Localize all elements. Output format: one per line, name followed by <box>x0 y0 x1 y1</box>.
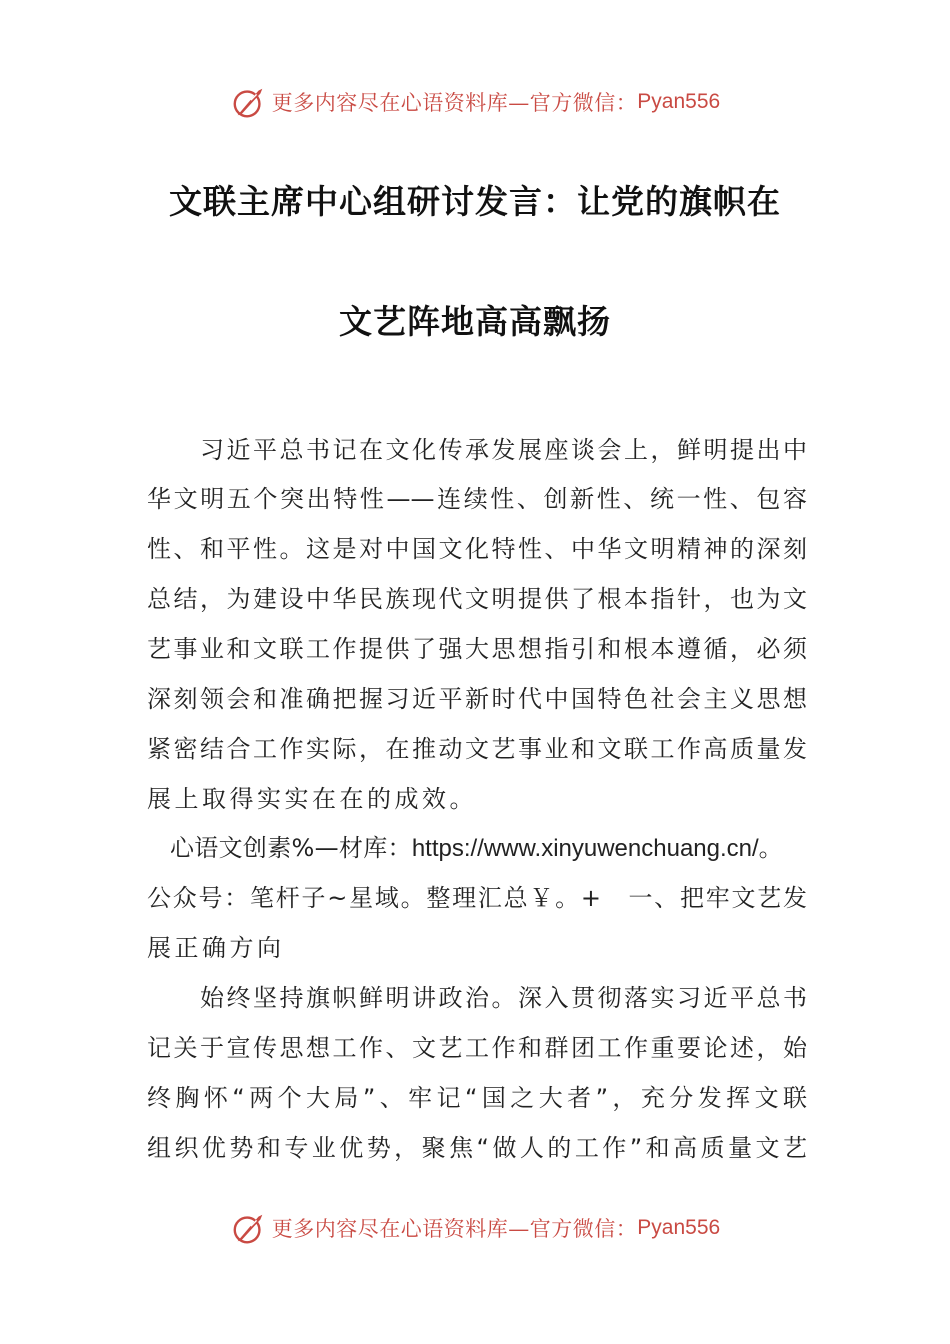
paragraph-line: 记关于宣传思想工作、文艺工作和群团工作重要论述，始 <box>147 1034 807 1062</box>
document-title-line-2: 文艺阵地高高飘扬 <box>339 302 611 341</box>
promo-url: https://www.xinyuwenchuang.cn/ <box>411 835 759 862</box>
promo-suffix: 。 <box>758 834 783 862</box>
promo-prefix: 心语文创素%—材库： <box>170 834 412 862</box>
header-banner-text: 更多内容尽在心语资料库—官方微信： <box>271 91 638 115</box>
paragraph-line: 艺事业和文联工作提供了强大思想指引和根本遵循，必须 <box>147 635 807 663</box>
promo-line <box>170 831 810 866</box>
quill-pen-logo-icon <box>230 1209 268 1247</box>
paragraph-line: 展上取得实实在在的成效。 <box>147 785 477 813</box>
paragraph-line: 深刻领会和准确把握习近平新时代中国特色社会主义思想 <box>147 685 807 713</box>
paragraph-line: 组织优势和专业优势，聚焦“做人的工作”和高质量文艺 <box>147 1134 807 1162</box>
paragraph-line: 性、和平性。这是对中国文化特性、中华文明精神的深刻 <box>147 535 807 563</box>
paragraph-line: 总结，为建设中华民族现代文明提供了根本指针，也为文 <box>147 585 807 613</box>
header-banner <box>0 80 950 124</box>
paragraph-line: 华文明五个突出特性——连续性、创新性、统一性、包容 <box>147 485 807 513</box>
footer-banner-text: 更多内容尽在心语资料库—官方微信： <box>271 1217 638 1241</box>
document-title-line-1: 文联主席中心组研讨发言：让党的旗帜在 <box>169 182 781 221</box>
section-heading-continuation: 展正确方向 <box>147 934 285 962</box>
paragraph-line: 紧密结合工作实际，在推动文艺事业和文联工作高质量发 <box>147 735 807 763</box>
quill-pen-logo-icon <box>230 83 268 121</box>
paragraph-line: 始终坚持旗帜鲜明讲政治。深入贯彻落实习近平总书 <box>147 984 807 1012</box>
footer-wechat-id: Pyan556 <box>637 1216 721 1239</box>
promo-line-2: 公众号：笔杆子~星域。整理汇总￥。+ 一、把牢文艺发 <box>147 884 807 912</box>
footer-banner <box>0 1206 950 1250</box>
header-wechat-id: Pyan556 <box>637 90 721 113</box>
paragraph-line: 习近平总书记在文化传承发展座谈会上，鲜明提出中 <box>147 436 807 464</box>
paragraph-line: 终胸怀“两个大局”、牢记“国之大者”，充分发挥文联 <box>147 1084 807 1112</box>
